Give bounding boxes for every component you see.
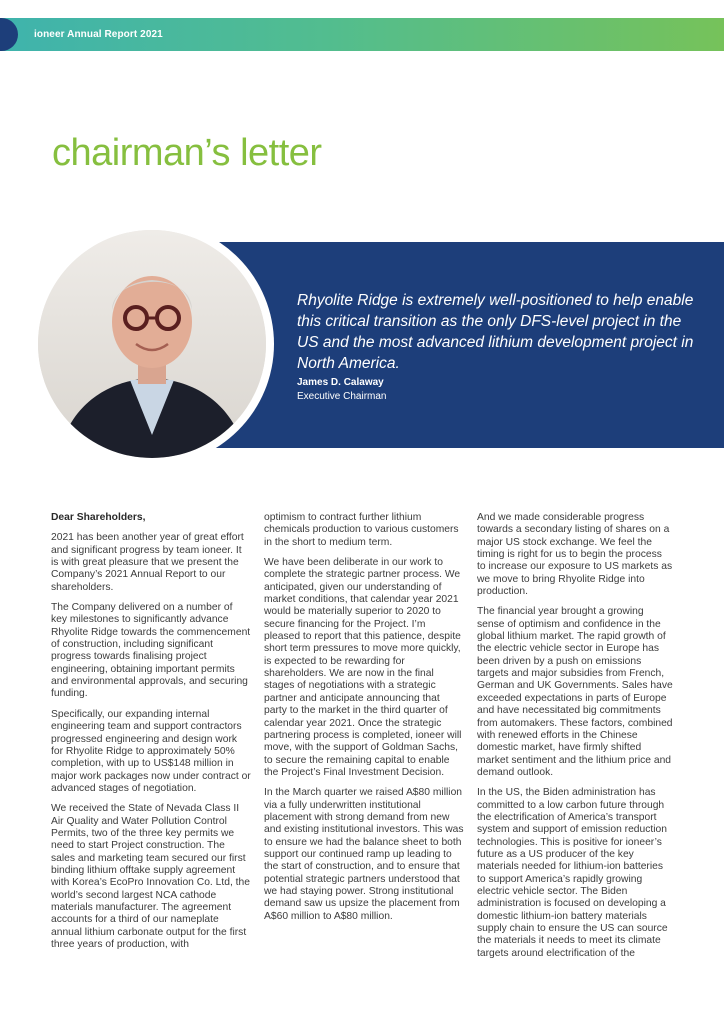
pull-quote: Rhyolite Ridge is extremely well-positioned to help enable this critical transition as the only DFS-level project in the US and the most advanced lithium development project in North America. <box>297 292 694 372</box>
quote-author-role: Executive Chairman <box>297 391 387 402</box>
letter-greeting: Dear Shareholders, <box>51 512 146 523</box>
paragraph: Specifically, our expanding internal engineering team and support contractors progressed engineering and design work for Rhyolite Ridge to approximately 50% completion, with up to US$148 million in major work packages now under contract or advanced stages of negotiation. <box>51 708 251 794</box>
paragraph: In the US, the Biden administration has committed to a low carbon future through the electrification of America’s transport system and support of emission reduction technologies. This is positive for ioneer’s future as a US producer of the key materials needed for lithium-ion batteries to support America’s rapidly growing electric vehicle sector. The Biden administration is focused on developing a domestic lithium-ion battery materials supply chain to ensure the US can source the materials it needs to meet its climate targets around electrification of the <box>477 787 668 959</box>
paragraph: The financial year brought a growing sense of optimism and confidence in the global lithium market. The rapid growth of the electric vehicle sector in Europe has been driven by a push on emissions targets and major subsidies from French, German and UK Governments. Sales have exceeded expectations in parts of Europe and have necessitated big commitments from automakers. These factors, combined with renewed efforts in the Chinese domestic market, have firmly shifted market sentiment and the lithium price and demand outlook. <box>477 606 673 778</box>
portrait-photo <box>38 230 266 458</box>
page-title: chairman’s letter <box>52 132 322 174</box>
report-title: ioneer Annual Report 2021 <box>34 29 163 40</box>
letter-column-3 <box>477 512 673 968</box>
paragraph: And we made considerable progress towards a secondary listing of shares on a major US stock exchange. We feel the timing is right for us to begin the process to increase our exposure to US markets as we move to bring Rhyolite Ridge into production. <box>477 512 673 598</box>
quote-author-name: James D. Calaway <box>297 377 384 388</box>
letter-column-1 <box>51 512 251 959</box>
paragraph: 2021 has been another year of great effort and significant progress by team ioneer. It is with great pleasure that we present the Company’s 2021 Annual Report to our shareholders. <box>51 532 244 593</box>
paragraph: We received the State of Nevada Class II Air Quality and Water Pollution Control Permits, two of the three key permits we need to start Project construction. The sales and marketing team secured our first binding lithium offtake supply agreement with Korea’s EcoPro Innovation Co. Ltd, the world’s second largest NCA cathode materials manufacturer. The agreement accounts for a third of our nameplate annual lithium carbonate output for the first three years of production, with <box>51 803 250 950</box>
paragraph: optimism to contract further lithium chemicals production to various customers in the short to medium term. <box>264 512 459 548</box>
paragraph: We have been deliberate in our work to complete the strategic partner process. We anticipated, given our understanding of market conditions, that calendar year 2021 would be materially superior to 2020 to secure financing for the Project. I’m pleased to report that this patience, despite short term pressures to move more quickly, is expected to be rewarding for shareholders. We are now in the final stages of negotiations with a strategic partner and anticipate announcing that party to the market in the third quarter of calendar year 2021. Once the strategic partnering process is completed, ioneer will move, with the support of Goldman Sachs, to secure the remaining capital to enable the Project’s Final Investment Decision. <box>264 557 462 778</box>
letter-column-2 <box>264 512 464 931</box>
paragraph: The Company delivered on a number of key milestones to significantly advance Rhyolite Ridge towards the commencement of construction, including significant progress towards finalising project engineering, obtaining important permits and environmental approvals, and securing funding. <box>51 602 251 700</box>
paragraph: In the March quarter we raised A$80 million via a fully underwritten institutional placement with strong demand from new and existing institutional investors. This was to ensure we had the balance sheet to both support our continued ramp up leading to the start of construction, and to ensure that potential strategic partners understood that we had staying power. Strong institutional demand saw us upsize the placement from A$60 million to A$80 million. <box>264 787 464 922</box>
portrait-illustration <box>38 230 266 458</box>
